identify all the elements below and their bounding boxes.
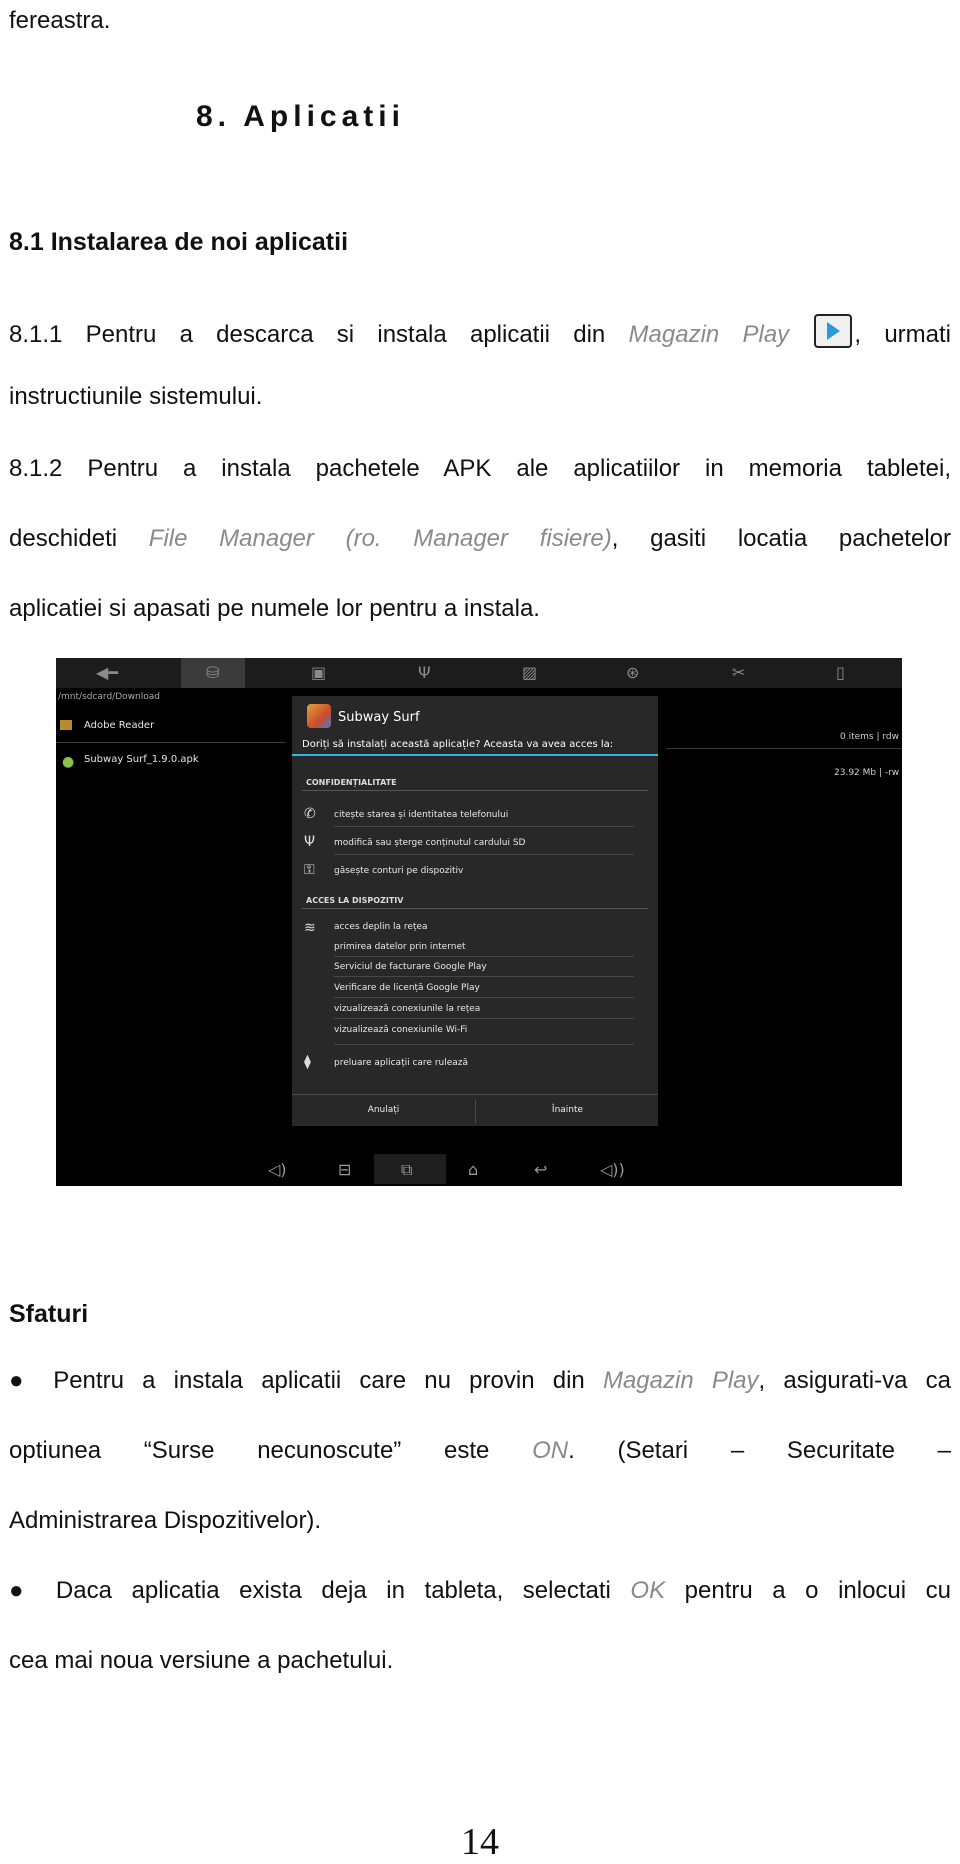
file-manager-toolbar — [56, 658, 902, 688]
image-icon[interactable]: ▨ — [522, 663, 538, 682]
divider — [334, 854, 634, 855]
on-label: ON — [532, 1437, 569, 1464]
page-number: 14 — [461, 1821, 499, 1863]
home-icon[interactable]: ⌂ — [468, 1160, 479, 1179]
permission-item: acces deplin la rețea — [334, 922, 428, 932]
key-icon: ⚿ — [304, 862, 315, 878]
sdcard-icon[interactable]: ⛁ — [206, 663, 220, 682]
system-nav-bar — [56, 1154, 902, 1186]
store-name: Magazin Play — [628, 321, 790, 348]
volume-up-icon[interactable]: ◁)) — [600, 1160, 625, 1179]
storage-icon[interactable]: ▣ — [311, 663, 327, 682]
android-icon: ● — [62, 754, 75, 770]
top-line: fereastra. — [9, 7, 111, 34]
install-dialog — [292, 696, 658, 1126]
phone-icon: ✆ — [304, 806, 316, 822]
dialog-button-bar — [292, 1094, 658, 1127]
subsection-heading: 8.1 Instalarea de noi aplicatii — [9, 228, 349, 256]
divider — [334, 1018, 634, 1019]
permission-item: citește starea și identitatea telefonului — [334, 810, 509, 820]
next-button[interactable]: Înainte — [551, 1105, 584, 1115]
resize-icon[interactable]: ⧉ — [401, 1160, 413, 1179]
media-icon[interactable]: ⊛ — [626, 663, 640, 682]
wifi-icon: ≋ — [304, 920, 316, 936]
file-info-1: 0 items | rdw — [840, 732, 899, 742]
paragraph-812-line3: aplicatiei si apasati pe numele lor pentru a instala. — [9, 595, 540, 622]
para-text: , gasiti locatia pachetelor — [611, 525, 951, 552]
tip-text: optiunea “Surse necunoscute” este — [9, 1437, 490, 1464]
device-access-section: ACCES LA DISPOZITIV — [306, 896, 404, 905]
dialog-title: Subway Surf — [338, 710, 420, 725]
file-info-2: 23.92 Mb | -rw — [834, 768, 900, 778]
divider — [334, 956, 634, 957]
paragraph-811-line1 — [9, 314, 951, 350]
divider — [302, 790, 648, 791]
store-name: Magazin Play — [602, 1367, 759, 1394]
tip-1-line2 — [9, 1436, 951, 1466]
title-divider — [292, 754, 658, 756]
tip-1-line1 — [9, 1366, 951, 1396]
document-icon[interactable]: ▯ — [836, 663, 845, 682]
divider — [666, 748, 902, 749]
permission-item: găsește conturi pe dispozitiv — [334, 866, 464, 876]
divider — [334, 997, 634, 998]
tip-2-line1 — [9, 1576, 951, 1606]
tip-text: ● Daca aplicatia exista deja in tableta, selectati — [9, 1577, 611, 1604]
running-apps-icon: ⧫ — [304, 1054, 311, 1070]
tools-icon[interactable]: ✂ — [732, 663, 746, 682]
back-arrow-icon[interactable]: ◀━ — [96, 663, 118, 682]
folder-icon — [60, 720, 72, 730]
divider — [334, 976, 634, 977]
usb-icon[interactable]: Ψ — [418, 663, 431, 682]
usb-icon: Ψ — [304, 834, 316, 850]
install-screenshot — [56, 658, 902, 1186]
section-heading — [196, 100, 405, 134]
tip-text: , asigurati-va ca — [758, 1367, 951, 1394]
permission-item: Verificare de licență Google Play — [334, 983, 480, 993]
divider — [302, 908, 648, 909]
permission-item: Serviciul de facturare Google Play — [334, 962, 487, 972]
back-icon[interactable]: ↩ — [534, 1160, 548, 1179]
tip-text: pentru a o inlocui cu — [684, 1577, 952, 1604]
para-text: deschideti — [9, 525, 118, 552]
paragraph-811-line2: instructiunile sistemului. — [9, 383, 263, 410]
file-manager-name: File Manager (ro. Manager fisiere) — [148, 525, 612, 552]
ok-label: OK — [630, 1577, 666, 1604]
app-icon — [307, 704, 331, 728]
tip-2-line2: cea mai noua versiune a pachetului. — [9, 1647, 394, 1674]
paragraph-812-line1: 8.1.2 Pentru a instala pachetele APK ale aplicatiilor in memoria tabletei, — [9, 455, 951, 482]
permission-item: vizualizează conexiunile la rețea — [334, 1004, 481, 1014]
permission-item: vizualizează conexiunile Wi-Fi — [334, 1025, 468, 1035]
para-text: Pentru a descarca si instala aplicatii din — [85, 321, 606, 348]
section-title: Aplicatii — [243, 100, 405, 133]
permission-item: primirea datelor prin internet — [334, 942, 466, 952]
file-item-apk[interactable]: Subway Surf_1.9.0.apk — [84, 754, 199, 765]
paragraph-812-line2 — [9, 524, 951, 554]
para-text: , urmati — [854, 321, 952, 348]
divider — [334, 826, 634, 827]
tip-text: . (Setari – Securitate – — [568, 1437, 952, 1464]
tips-heading: Sfaturi — [9, 1300, 89, 1328]
file-item-adobe[interactable]: Adobe Reader — [84, 720, 155, 731]
play-store-icon — [814, 314, 852, 348]
cancel-button[interactable]: Anulați — [367, 1105, 400, 1115]
divider — [56, 742, 286, 743]
section-number: 8. — [196, 100, 232, 133]
privacy-section: CONFIDENȚIALITATE — [306, 778, 397, 787]
screenshot-icon[interactable]: ⊟ — [338, 1160, 352, 1179]
permission-item: preluare aplicații care rulează — [334, 1058, 469, 1068]
permission-item: modifică sau șterge conținutul cardului SD — [334, 838, 526, 848]
para-number: 8.1.1 — [9, 321, 63, 348]
tip-1-line3: Administrarea Dispozitivelor). — [9, 1507, 322, 1534]
volume-down-icon[interactable]: ◁) — [268, 1160, 287, 1179]
divider — [334, 1044, 634, 1045]
tip-text: ● Pentru a instala aplicatii care nu provin din — [9, 1367, 585, 1394]
install-question: Doriți să instalați această aplicație? Aceasta va avea acces la: — [302, 739, 614, 750]
current-path: /mnt/sdcard/Download — [58, 692, 160, 702]
